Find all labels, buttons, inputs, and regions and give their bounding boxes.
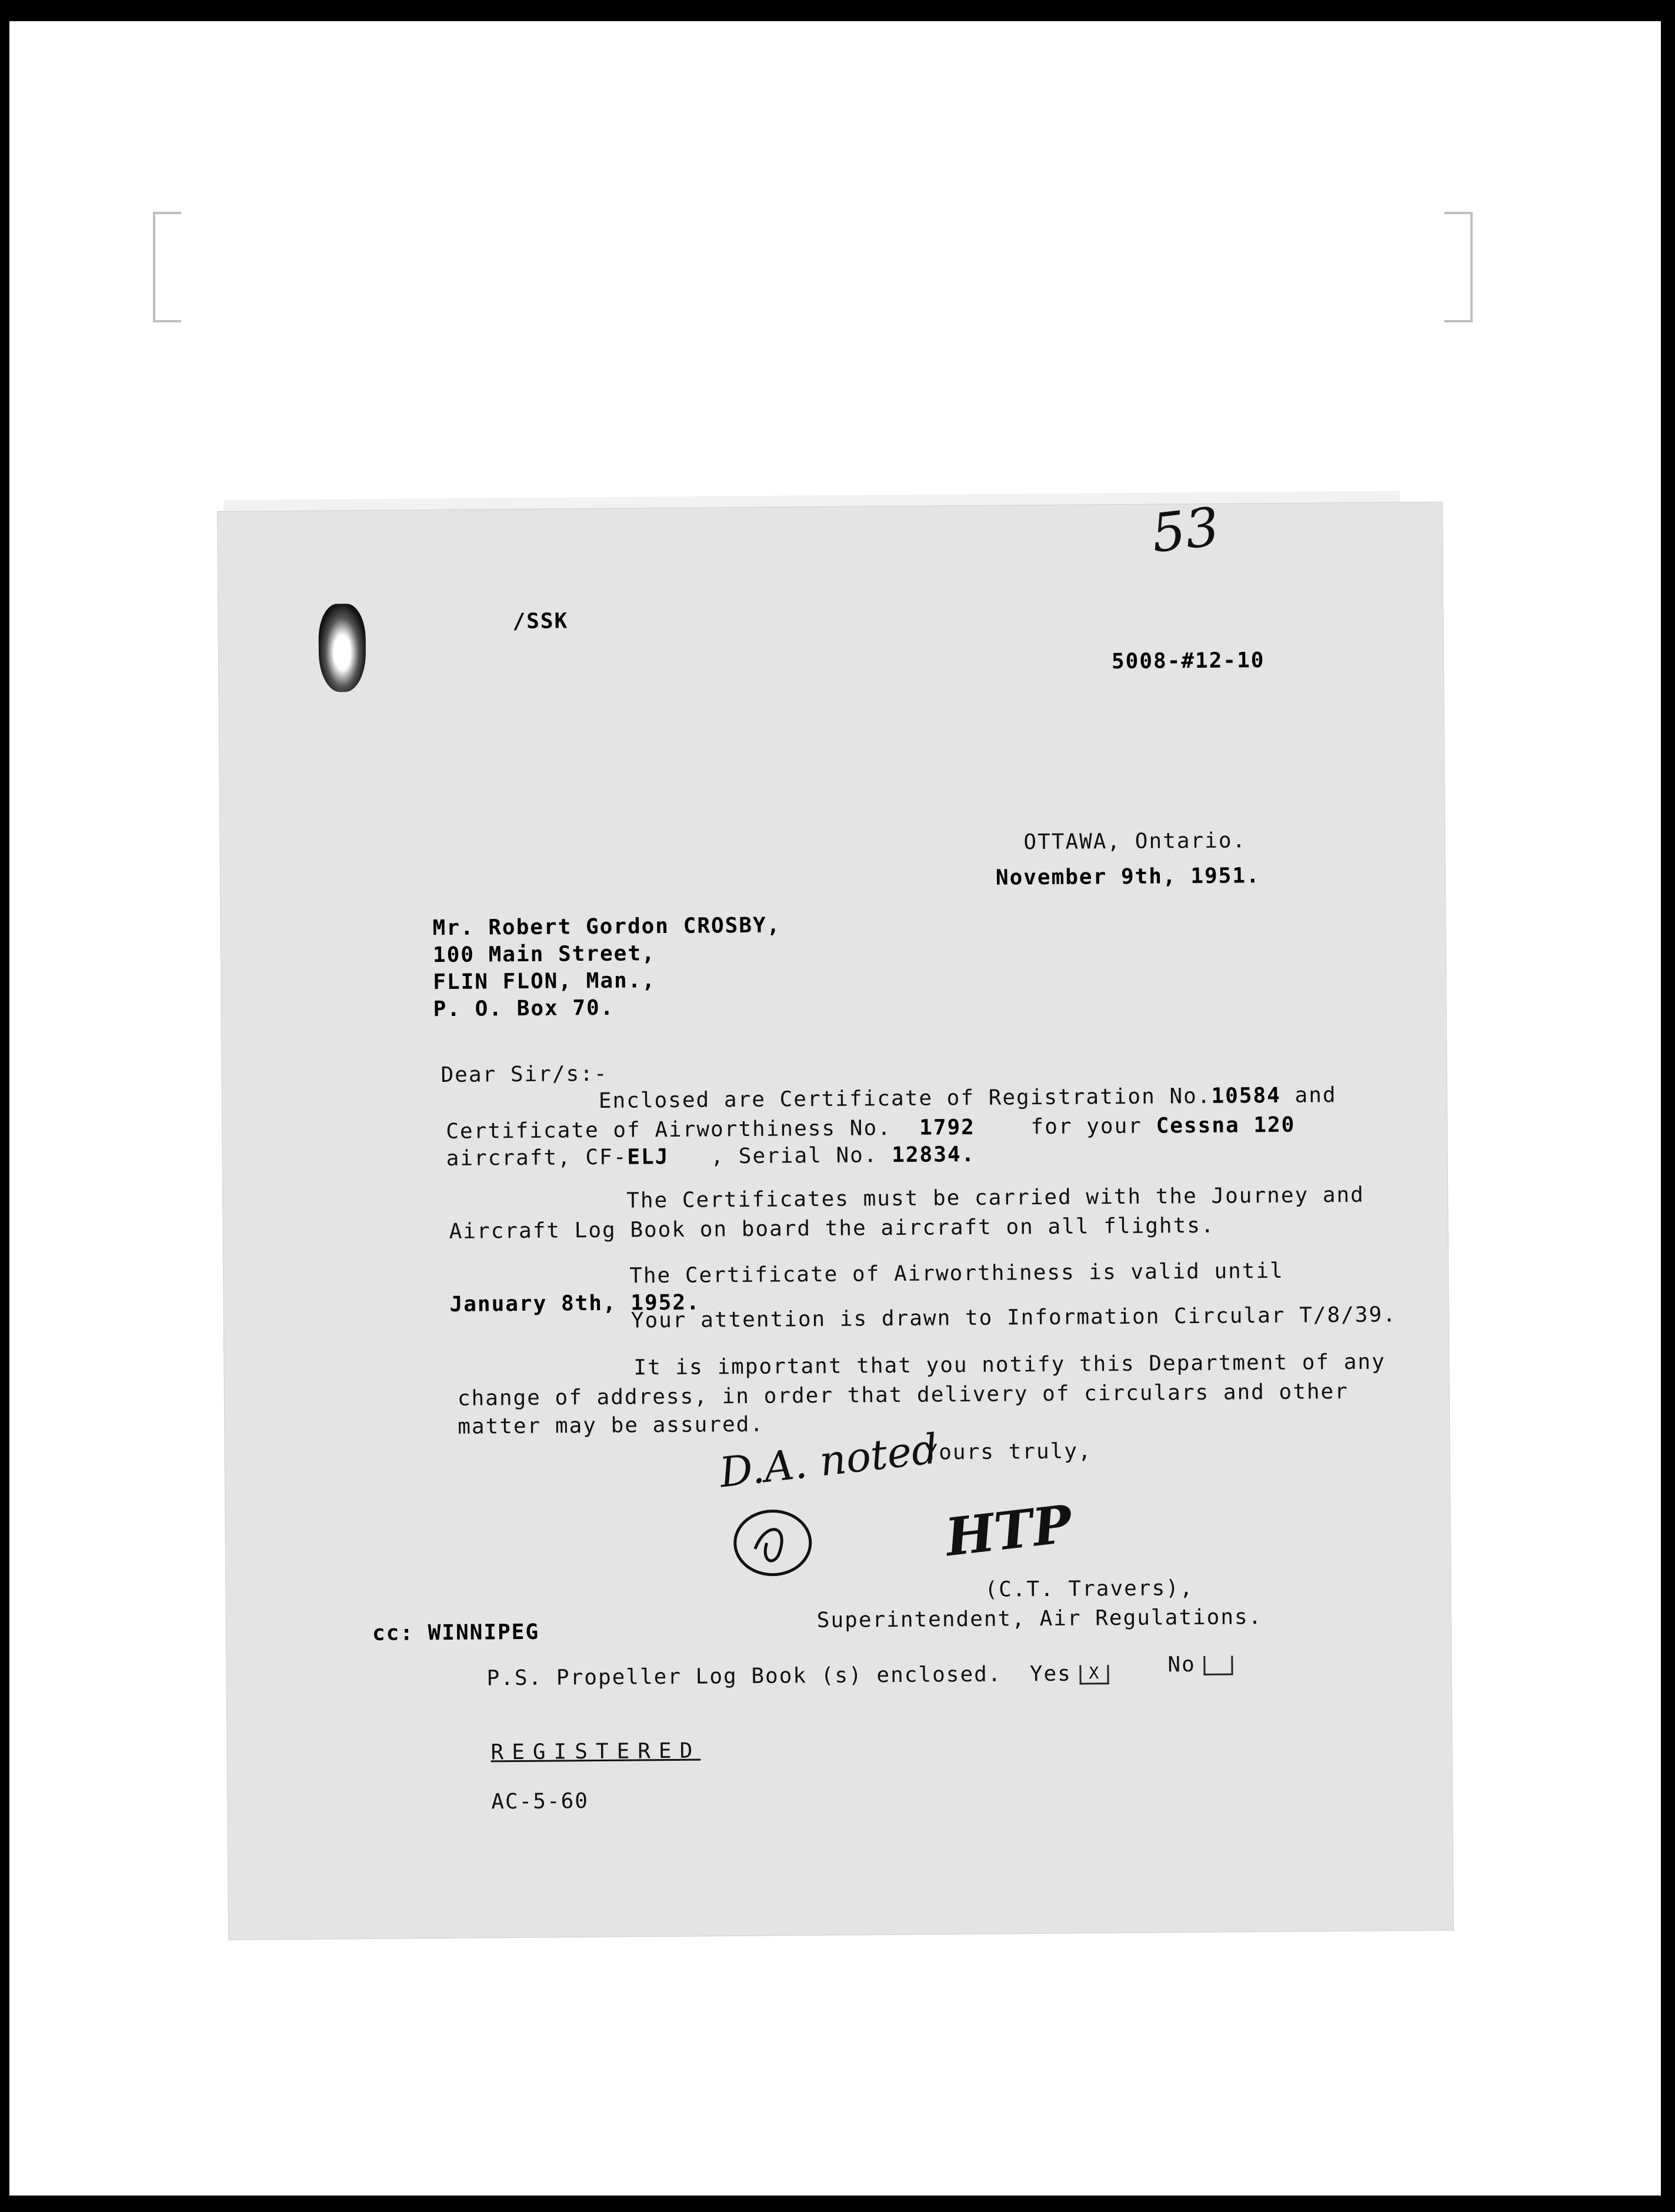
para1-line1-end: and <box>1294 1083 1337 1108</box>
yes-checkbox <box>1080 1665 1109 1684</box>
para2-line2: Aircraft Log Book on board the aircraft on all flights. <box>449 1213 1215 1244</box>
no-option <box>1167 1652 1233 1677</box>
signature-initials: HTP <box>942 1493 1075 1568</box>
letter-place: OTTAWA, Ontario. <box>1023 828 1247 855</box>
carbon-copy: cc: WINNIPEG <box>372 1620 540 1645</box>
validity-date: January 8th, 1952. <box>449 1290 700 1317</box>
handwritten-notation: D.A. noted <box>717 1424 940 1497</box>
para1-line1-text: Enclosed are Certificate of Registration No. <box>598 1084 1212 1113</box>
recipient-line-4: P. O. Box 70. <box>433 995 615 1022</box>
para1-line2-mid: for your <box>1030 1114 1143 1140</box>
registration-mark: ELJ <box>627 1145 669 1170</box>
recipient-line-1: Mr. Robert Gordon CROSBY, <box>432 913 781 941</box>
para1-line1 <box>599 1083 1337 1113</box>
para2-line1: The Certificates must be carried with the Journey and <box>626 1182 1365 1213</box>
postscript-text: P.S. Propeller Log Book (s) enclosed. <box>486 1662 1002 1691</box>
handwritten-circle <box>725 1501 820 1584</box>
file-reference: 5008-#12-10 <box>1111 648 1265 674</box>
closing: Yours truly, <box>925 1439 1092 1465</box>
para1-line3-text: aircraft, CF- <box>446 1145 628 1171</box>
yes-checkmark: X <box>1089 1663 1100 1683</box>
para1-line2 <box>446 1113 1295 1144</box>
airworthiness-number: 1792 <box>919 1115 976 1140</box>
page-number: 53 <box>1148 495 1223 565</box>
para5-line3: matter may be assured. <box>458 1412 765 1439</box>
serial-number: 12834. <box>892 1142 976 1168</box>
no-label: No <box>1167 1653 1196 1677</box>
signer-title: Superintendent, Air Regulations. <box>816 1605 1263 1633</box>
form-number: AC-5-60 <box>491 1789 589 1814</box>
aircraft-type: Cessna 120 <box>1156 1112 1296 1138</box>
postscript <box>486 1661 1109 1690</box>
registered-mark: REGISTERED <box>491 1738 701 1765</box>
registration-number: 10584 <box>1211 1083 1282 1108</box>
recipient-line-3: FLIN FLON, Man., <box>433 968 656 995</box>
para5-line2: change of address, in order that delivery of circulars and other <box>457 1379 1349 1411</box>
no-checkbox <box>1204 1655 1233 1675</box>
yes-label: Yes <box>1029 1661 1072 1687</box>
crop-mark-top-left <box>153 212 181 322</box>
para3-line1: The Certificate of Airworthiness is valid until <box>629 1258 1284 1288</box>
para1-line3 <box>446 1142 975 1171</box>
crop-mark-top-right <box>1444 212 1473 322</box>
typist-initials: /SSK <box>512 609 569 634</box>
signer-name: (C.T. Travers), <box>985 1576 1194 1602</box>
salutation: Dear Sir/s:- <box>441 1061 608 1088</box>
para1-line3-mid: , Serial No. <box>710 1143 878 1169</box>
para4: Your attention is drawn to Information Circular T/8/39. <box>630 1302 1397 1333</box>
para1-line2-text: Certificate of Airworthiness No. <box>446 1116 892 1144</box>
punch-hole <box>318 604 366 692</box>
letter-date: November 9th, 1951. <box>995 864 1260 890</box>
letter-page <box>218 495 1453 1940</box>
para5-line1: It is important that you notify this Department of any <box>633 1350 1386 1380</box>
recipient-line-2: 100 Main Street, <box>432 941 656 968</box>
